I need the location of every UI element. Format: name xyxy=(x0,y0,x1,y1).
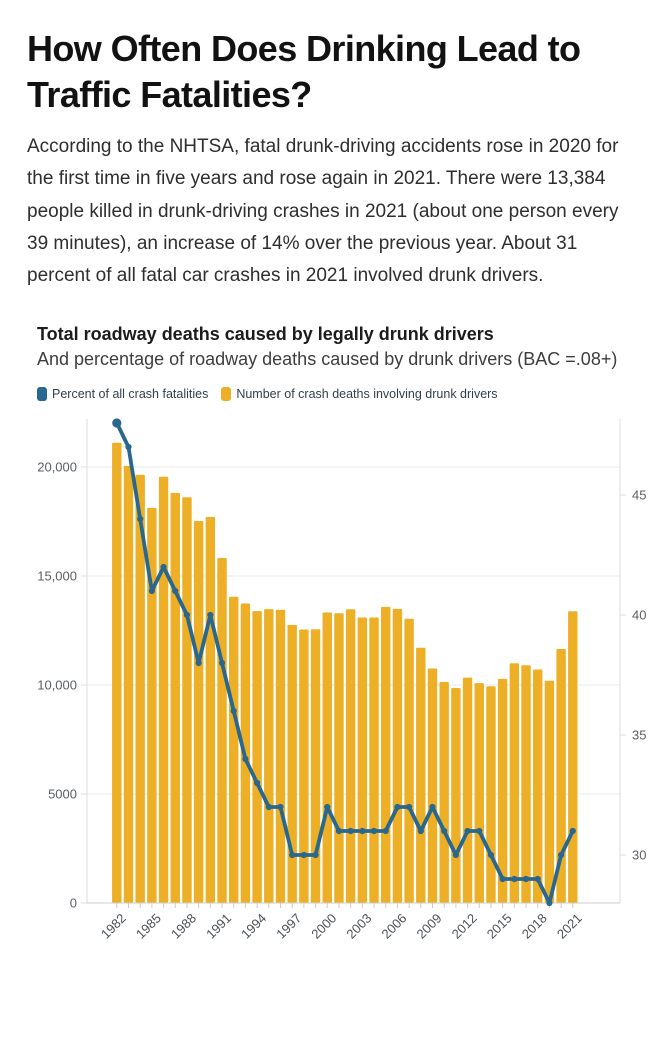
intro-paragraph: According to the NHTSA, fatal drunk-driving accidents rose in 2020 for the first time in five years and rose again in 2021. There were 13,384 people killed in drunk-driving crashes in 2021 (about one person every 39 minutes), an increase of 14% over the previous year. About 31 percent of all fatal car crashes in 2021 involved drunk drivers. xyxy=(27,136,619,287)
svg-text:2015: 2015 xyxy=(483,910,515,942)
svg-text:0: 0 xyxy=(69,895,77,911)
svg-text:2012: 2012 xyxy=(448,910,480,942)
chart-legend xyxy=(37,387,668,401)
svg-text:1985: 1985 xyxy=(132,910,164,942)
svg-text:30: 30 xyxy=(632,847,647,863)
svg-text:2006: 2006 xyxy=(378,910,410,942)
legend-label-deaths: Number of crash deaths involving drunk drivers xyxy=(236,387,498,402)
chart-section xyxy=(0,323,668,960)
svg-text:2000: 2000 xyxy=(308,910,340,942)
svg-text:20,000: 20,000 xyxy=(37,459,77,475)
svg-text:2018: 2018 xyxy=(518,910,550,942)
svg-text:2021: 2021 xyxy=(553,910,585,942)
chart-subtitle: And percentage of roadway deaths caused by drunk drivers (BAC =.08+) xyxy=(37,349,618,370)
svg-text:2003: 2003 xyxy=(343,910,375,942)
page-title: How Often Does Drinking Lead to Traffic Fatalities? xyxy=(27,28,581,116)
legend-item-deaths xyxy=(221,387,497,401)
svg-text:1982: 1982 xyxy=(97,910,129,942)
chart-header xyxy=(0,323,668,401)
chart-title: Total roadway deaths caused by legally drunk drivers xyxy=(37,323,494,344)
svg-text:45: 45 xyxy=(632,487,647,503)
svg-text:35: 35 xyxy=(632,727,647,743)
svg-text:10,000: 10,000 xyxy=(37,677,77,693)
legend-swatch-percent-icon xyxy=(37,387,47,401)
svg-text:40: 40 xyxy=(632,607,647,623)
svg-text:5000: 5000 xyxy=(48,786,77,802)
article-text-block xyxy=(0,26,668,293)
legend-label-percent: Percent of all crash fatalities xyxy=(52,387,209,402)
article xyxy=(0,26,668,960)
svg-text:1991: 1991 xyxy=(203,910,235,942)
svg-text:2009: 2009 xyxy=(413,910,445,942)
legend-swatch-deaths-icon xyxy=(221,387,231,401)
drunk-driving-fatalities-chart xyxy=(0,415,668,960)
svg-text:1997: 1997 xyxy=(273,910,305,942)
svg-text:15,000: 15,000 xyxy=(37,568,77,584)
legend-item-percent xyxy=(37,387,208,401)
svg-text:1988: 1988 xyxy=(168,910,200,942)
svg-text:1994: 1994 xyxy=(238,910,270,942)
